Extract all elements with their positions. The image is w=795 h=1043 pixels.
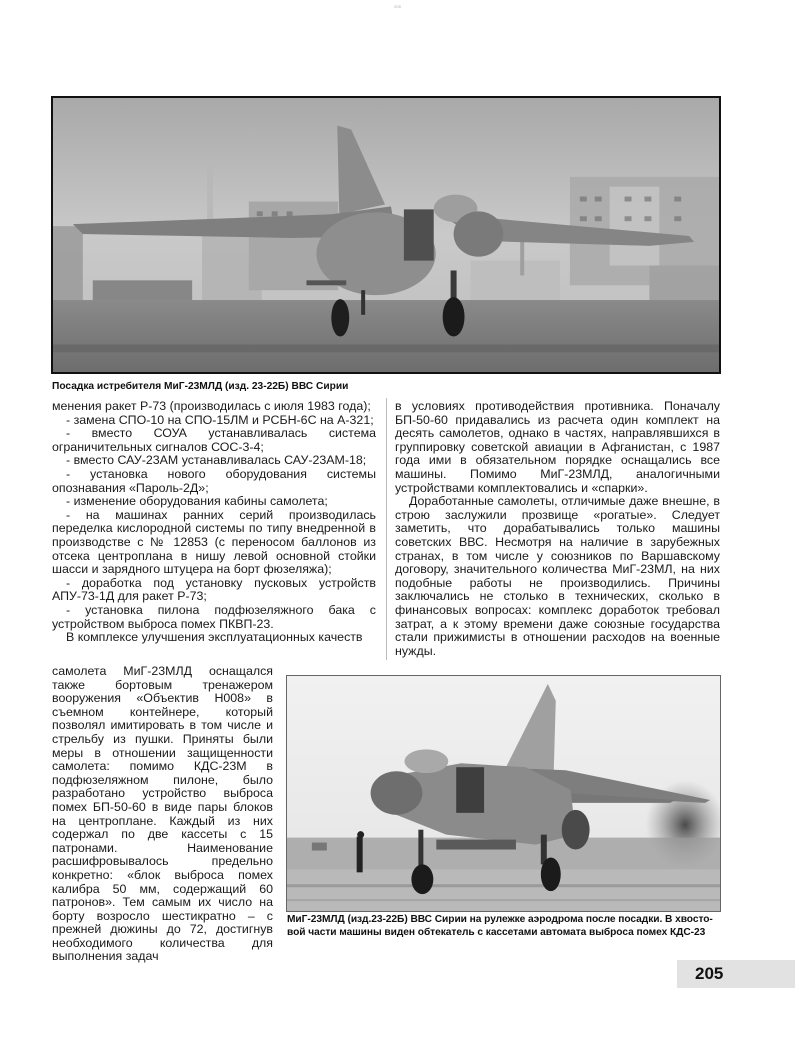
list-item: - доработка под установку пусковых устройств АПУ-73-1Д для ракет Р-73; bbox=[52, 575, 376, 604]
photo-caption-landing: Посадка истребителя МиГ-23МЛД (изд. 23-22Б) ВВС Сирии bbox=[52, 381, 349, 392]
list-item: - установка нового оборудования системы опознавания «Пароль-2Д»; bbox=[52, 466, 376, 495]
photo-caption-taxiing bbox=[287, 913, 727, 939]
page-number-box bbox=[677, 960, 795, 988]
running-head: 205 bbox=[394, 4, 401, 9]
list-item: - замена СПО-10 на СПО-15ЛМ и РСБН-6С на А-321; bbox=[66, 412, 374, 427]
text-column-right bbox=[395, 400, 720, 658]
paragraph: самолета МиГ-23МЛД оснащался также бортовым тренажером вооружения «Объектив Н008» в съемном контейнере, который позволял имитировать в том числе и стрельбу из пушки. Приняты были меры в отношении защищенности самолета: помимо КДС-23М в подфюзеляжном пилоне, было разработано устройство выброса помех БП-50-60 в виде пары блоков на центроплане. Каждый из них содержал по две кассеты с 15 патронами. Наименование расшифровывалось предельно конкретно: «блок выброса помех калибра 50 мм, содержащий 60 патронов». Тем самым их число на борту возросло шестикратно – с прежней дюжины до 72, достигнув необходимого количества для выполнения задач bbox=[52, 664, 273, 964]
list-item: - вместо СОУА устанавливалась система ограничительных сигналов СОС-3-4; bbox=[52, 426, 376, 454]
photo-mig23-taxiing bbox=[286, 675, 721, 912]
paragraph: в условиях противодействия противника. Поначалу БП-50-60 придавались из расчета один комплект на десять самолетов, однако в частях, направлявшихся в группировку советской авиации в Афганистан, с 1987 года ими в обязательном порядке оснащались все машины. Помимо МиГ-23МЛД, аналогичными устройствами комплектовались и «спарки». bbox=[395, 399, 720, 495]
photo-mig23-landing-image bbox=[53, 98, 719, 372]
text-column-left bbox=[52, 400, 376, 645]
column-divider bbox=[386, 398, 387, 660]
text-column-left-narrow bbox=[52, 665, 273, 964]
caption-line: МиГ-23МЛД (изд.23-22Б) ВВС Сирии на рулежке аэродрома после посадки. В хвосто- bbox=[287, 914, 713, 925]
paragraph: Доработанные самолеты, отличимые даже внешне, в строю заслужили прозвище «рогатые». Следует заметить, что дорабатывались только машины советских ВВС. Несмотря на наличие в зарубежных странах, в том числе у союзников по Варшавскому договору, значительного количества МиГ-23МЛ, на них подобные работы не производились. Причины заключались не столько в технических, сколько в финансовых вопросах: комплекс доработок требовал затрат, а к этому времени даже союзные государства стали прижимисты в отношении расходов на военные нужды. bbox=[395, 494, 720, 658]
photo-mig23-taxiing-image bbox=[287, 676, 720, 911]
paragraph: менения ракет Р-73 (производилась с июля 1983 года); bbox=[52, 399, 371, 413]
list-item: - установка пилона подфюзеляжного бака с устройством выброса помех ПКВП-23. bbox=[52, 602, 376, 631]
list-item: - вместо САУ-23АМ устанавливалась САУ-23АМ-18; bbox=[66, 453, 367, 468]
caption-line: вой части машины виден обтекатель с кассетами автомата выброса помех КДС-23 bbox=[287, 927, 706, 938]
photo-mig23-landing bbox=[51, 96, 721, 374]
list-item: - на машинах ранних серий производилась переделка кислородной системы по типу внедренной в производстве с № 12853 (с переносом баллонов из отсека центроплана в нишу левой основной стойки шасси и зарядного штуцера на борт фюзеляжа); bbox=[52, 507, 376, 577]
page-number: 205 bbox=[695, 964, 724, 983]
list-item: - изменение оборудования кабины самолета; bbox=[66, 494, 328, 509]
paragraph: В комплексе улучшения эксплуатационных качеств bbox=[66, 630, 363, 645]
